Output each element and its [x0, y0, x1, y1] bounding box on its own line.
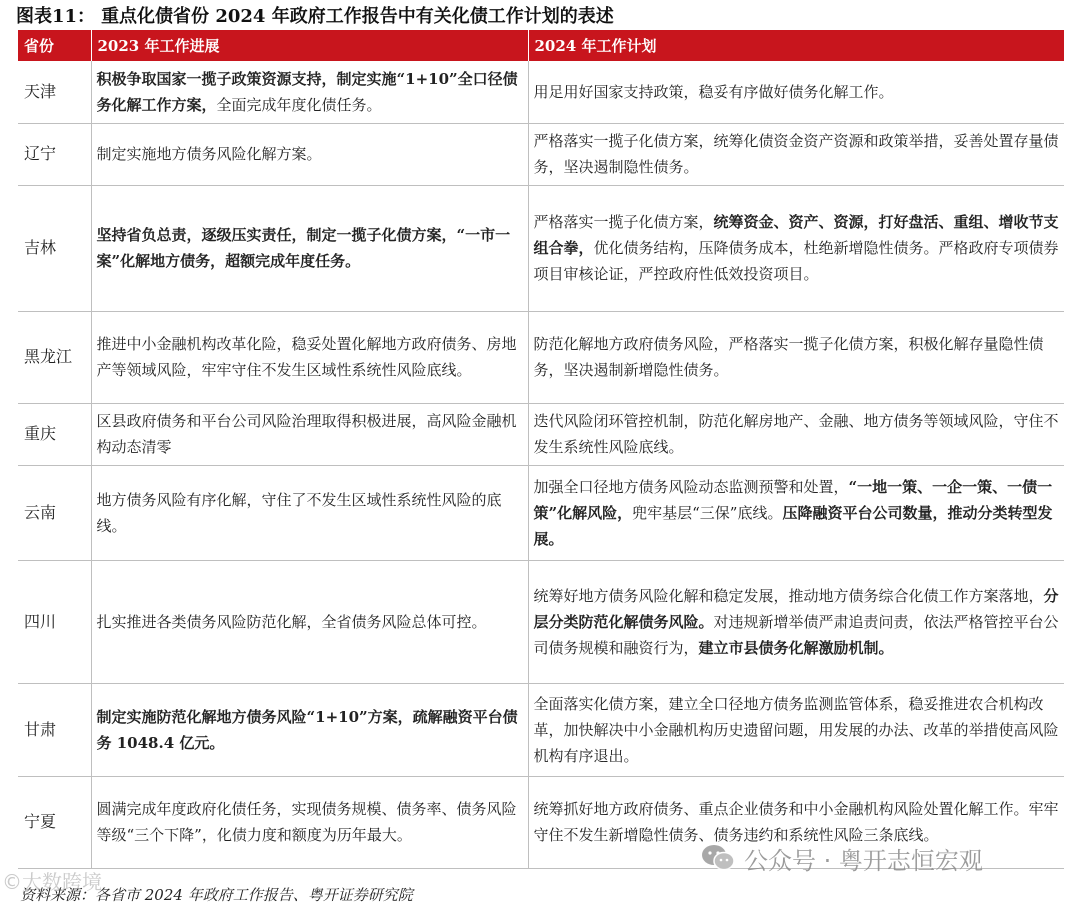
- province-cell: 四川: [18, 560, 91, 683]
- progress-2023-cell: [91, 123, 528, 185]
- bold-text-segment: 统筹资金、资产、资源，打好盘活、重组、增收节支组合拳，: [533, 213, 1059, 257]
- progress-2023-cell: [91, 683, 528, 776]
- plan-2024-cell: [528, 403, 1064, 465]
- text-segment: 扎实推进各类债务风险防范化解，全省债务风险总体可控。: [96, 612, 487, 631]
- header-plan-2024: 2024 年工作计划: [528, 30, 1064, 61]
- bold-text-segment: “一地一策、一企一策、一债一策”化解风险，: [533, 477, 1053, 522]
- progress-2023-cell: [91, 185, 528, 311]
- table-row: [18, 403, 1064, 465]
- plan-2024-cell: [528, 311, 1064, 403]
- table-header: [18, 30, 1064, 61]
- progress-2023-cell: [91, 776, 528, 868]
- header-progress-2023: 2023 年工作进展: [91, 30, 528, 61]
- table-row: [18, 185, 1064, 311]
- header-province: 省份: [18, 30, 91, 61]
- text-segment: 统筹抓好地方政府债务、重点企业债务和中小金融机构风险处置化解工作。牢牢守住不发生新增隐性债务、债务违约和系统性风险三条底线。: [533, 800, 1059, 844]
- text-segment: 严格落实一揽子化债方案，统筹化债资金资产资源和政策举措，妥善处置存量债务，坚决遏制隐性债务。: [533, 132, 1059, 176]
- table-body: [18, 61, 1064, 868]
- progress-2023-cell: [91, 311, 528, 403]
- text-segment: 迭代风险闭环管控机制，防范化解房地产、金融、地方债务等领域风险，守住不发生系统性风险底线。: [533, 412, 1059, 456]
- table-row: [18, 123, 1064, 185]
- text-segment: 加强全口径地方债务风险动态监测预警和处置，: [533, 477, 849, 496]
- plan-2024-cell: [528, 560, 1064, 683]
- figure-title: [16, 4, 614, 30]
- province-cell: 重庆: [18, 403, 91, 465]
- text-segment: 全面落实化债方案，建立全口径地方债务监测监管体系，稳妥推进农合机构改革，加快解决中小金融机构历史遗留问题，用发展的办法、改革的举措使高风险机构有序退出。: [533, 694, 1059, 765]
- corner-watermark: ©大数跨境: [2, 870, 102, 894]
- table-row: [18, 560, 1064, 683]
- bold-text-segment: 制定实施防范化解地方债务风险“1+10”方案，疏解融资平台债务 1048.4 亿元。: [96, 707, 518, 752]
- text-segment: 兜牢基层“三保”底线。: [632, 503, 783, 522]
- plan-2024-cell: [528, 123, 1064, 185]
- text-segment: 统筹好地方债务风险化解和稳定发展，推动地方债务综合化债工作方案落地，: [533, 586, 1044, 605]
- figure-title-text: 重点化债省份 2024 年政府工作报告中有关化债工作计划的表述: [101, 6, 614, 27]
- source-note: 资料来源：各省市 2024 年政府工作报告、粤开证券研究院: [20, 886, 413, 904]
- text-segment: 地方债务风险有序化解，守住了不发生区域性系统性风险的底线。: [96, 490, 502, 535]
- bold-text-segment: 压降融资平台公司数量，推动分类转型发展。: [533, 503, 1053, 548]
- bold-text-segment: 分层分类防范化解债务风险。: [533, 586, 1059, 631]
- text-segment: 区县政府债务和平台公司风险治理取得积极进展，高风险金融机构动态清零: [96, 412, 517, 456]
- text-segment: 对违规新增举债严肃追责问责，依法严格管控平台公司债务规模和融资行为，: [533, 612, 1059, 657]
- province-cell: 天津: [18, 61, 91, 123]
- header-row: [18, 30, 1064, 61]
- progress-2023-cell: [91, 403, 528, 465]
- bold-text-segment: 坚持省负总责，逐级压实责任，制定一揽子化债方案，“一市一案”化解地方债务，超额完成年度任务。: [96, 226, 511, 270]
- bold-text-segment: 建立市县债务化解激励机制。: [698, 638, 894, 657]
- account-name: 公众号 · 粤开志恒宏观: [744, 846, 983, 875]
- text-segment: 圆满完成年度政府化债任务，实现债务规模、债务率、债务风险等级“三个下降”，化债力度和额度为历年最大。: [96, 800, 517, 844]
- text-segment: 优化债务结构，压降债务成本，杜绝新增隐性债务。严格政府专项债券项目审核论证，严控政府性低效投资项目。: [533, 239, 1059, 283]
- account-watermark: [700, 838, 983, 878]
- wechat-icon: [700, 843, 736, 873]
- province-cell: 云南: [18, 465, 91, 560]
- table-row: [18, 61, 1064, 123]
- province-cell: 辽宁: [18, 123, 91, 185]
- text-segment: 制定实施地方债务风险化解方案。: [96, 145, 322, 163]
- table-row: [18, 465, 1064, 560]
- bold-text-segment: 积极争取国家一揽子政策资源支持，制定实施“1+10”全口径债务化解工作方案，: [96, 69, 518, 114]
- progress-2023-cell: [91, 61, 528, 123]
- text-segment: 全面完成年度化债任务。: [216, 95, 382, 114]
- plan-2024-cell: [528, 185, 1064, 311]
- table-row: [18, 311, 1064, 403]
- table-row: [18, 683, 1064, 776]
- plan-2024-cell: [528, 683, 1064, 776]
- text-segment: 严格落实一揽子化债方案，: [533, 213, 714, 231]
- province-cell: 甘肃: [18, 683, 91, 776]
- progress-2023-cell: [91, 560, 528, 683]
- plan-2024-cell: [528, 61, 1064, 123]
- plan-2024-cell: [528, 465, 1064, 560]
- province-cell: 黑龙江: [18, 311, 91, 403]
- text-segment: 防范化解地方政府债务风险，严格落实一揽子化债方案，积极化解存量隐性债务，坚决遏制新增隐性债务。: [533, 335, 1044, 379]
- province-cell: 宁夏: [18, 776, 91, 868]
- province-cell: 吉林: [18, 185, 91, 311]
- plan-table: [18, 30, 1064, 869]
- figure-label: 图表11：: [16, 6, 96, 27]
- text-segment: 用足用好国家支持政策，稳妥有序做好债务化解工作。: [533, 82, 894, 101]
- progress-2023-cell: [91, 465, 528, 560]
- text-segment: 推进中小金融机构改革化险，稳妥处置化解地方政府债务、房地产等领域风险，牢牢守住不发生区域性系统性风险底线。: [96, 335, 517, 379]
